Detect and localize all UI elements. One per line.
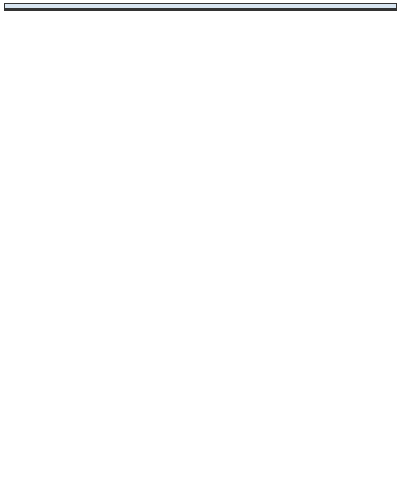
risk-header [29,10,217,11]
level-header [317,10,337,11]
level-header [237,10,257,11]
level-header [297,10,317,11]
table-section [5,4,397,11]
level-header [337,10,357,11]
header-row-levels [5,10,397,11]
level-header [377,10,397,11]
level-header [217,10,237,11]
level-header [277,10,297,11]
risk-feasibility-table [4,3,397,11]
level-header [357,10,377,11]
level-header [257,10,277,11]
no-header [5,10,29,11]
